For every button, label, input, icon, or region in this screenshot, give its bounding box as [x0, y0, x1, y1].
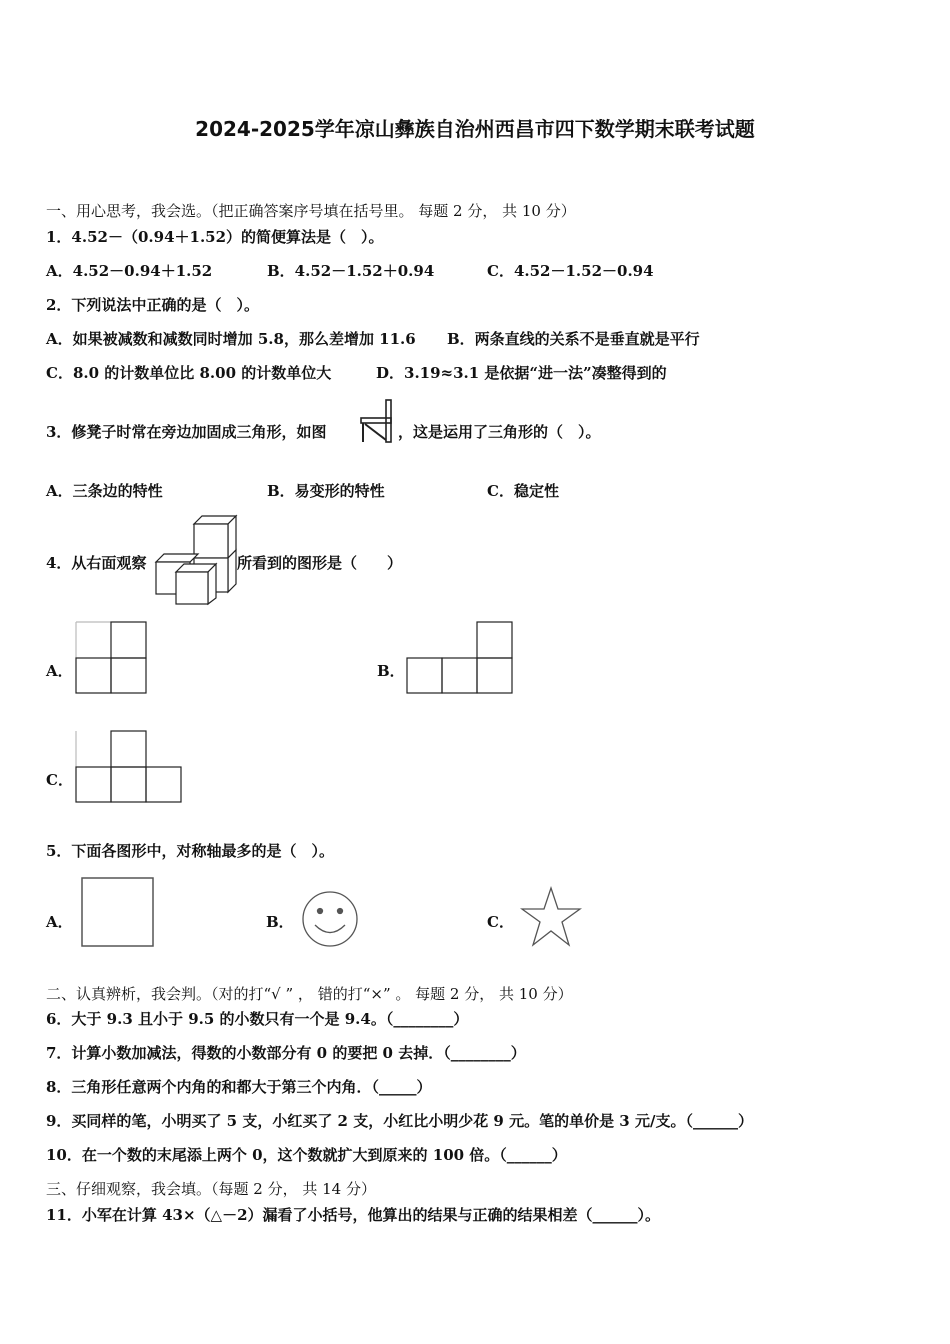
q5-option-b: B． [266, 913, 294, 931]
q2-option-b: B．两条直线的关系不是垂直就是平行 [447, 330, 700, 348]
q4-stem-pre: 4．从右面观察 [46, 554, 147, 572]
page-title: 2024-2025学年凉山彝族自治州西昌市四下数学期末联考试题 [195, 117, 755, 141]
q4-option-a: A． [46, 662, 73, 680]
section3-heading: 三、仔细观察，我会填。（每题 2 分， 共 14 分） [46, 1180, 376, 1198]
q3-option-b: B．易变形的特性 [267, 482, 385, 500]
q1-option-b: B．4.52－1.52＋0.94 [267, 262, 435, 280]
q2-option-a: A．如果被减数和减数同时增加 5.8，那么差增加 11.6 [46, 330, 416, 348]
q4-stem-post: 所看到的图形是（ ） [237, 554, 403, 572]
q4-figure-a [74, 621, 150, 695]
q3-option-c: C．稳定性 [487, 482, 559, 500]
stool-figure [358, 398, 396, 444]
star-shape-icon [520, 885, 582, 949]
q8-text: 8．三角形任意两个内角的和都大于第三个内角．（_____） [46, 1078, 432, 1096]
q3-stem-pre: 3．修凳子时常在旁边加固成三角形，如图 [46, 423, 327, 441]
q5-option-c: C． [487, 913, 514, 931]
q3-option-a: A．三条边的特性 [46, 482, 163, 500]
q4-option-c: C． [46, 771, 73, 789]
cube-stack-figure [154, 514, 238, 606]
q2-stem: 2．下列说法中正确的是（ ）。 [46, 296, 259, 314]
q2-option-d: D．3.19≈3.1 是依据“进一法”凑整得到的 [376, 364, 667, 382]
q10-text: 10．在一个数的末尾添上两个 0，这个数就扩大到原来的 100 倍。（______） [46, 1146, 567, 1164]
q5-option-a: A． [46, 913, 73, 931]
q7-text: 7．计算小数加减法，得数的小数部分有 0 的要把 0 去掉．（________） [46, 1044, 526, 1062]
section1-heading: 一、用心思考，我会选。（把正确答案序号填在括号里。 每题 2 分， 共 10 分） [46, 202, 576, 220]
q5-stem: 5．下面各图形中，对称轴最多的是（ ）。 [46, 842, 334, 860]
q1-option-c: C．4.52－1.52－0.94 [487, 262, 654, 280]
q1-option-a: A．4.52－0.94＋1.52 [46, 262, 213, 280]
q6-text: 6．大于 9.3 且小于 9.5 的小数只有一个是 9.4。（________） [46, 1010, 469, 1028]
q2-option-c: C．8.0 的计数单位比 8.00 的计数单位大 [46, 364, 332, 382]
square-shape-icon [80, 876, 156, 948]
smiley-face-icon [300, 888, 360, 950]
q4-figure-b [405, 621, 515, 695]
q3-stem-post: ，这是运用了三角形的（ ）。 [398, 423, 601, 441]
section2-heading: 二、认真辨析，我会判。（对的打“√ ” ， 错的打“×” 。 每题 2 分， 共 10 分） [46, 985, 573, 1003]
q9-text: 9．买同样的笔，小明买了 5 支，小红买了 2 支，小红比小明少花 9 元。笔的单价是 3 元/支。（______） [46, 1112, 753, 1130]
q4-figure-c [74, 730, 184, 804]
q11-text: 11．小军在计算 43×（△－2）漏看了小括号，他算出的结果与正确的结果相差（______）。 [46, 1206, 661, 1224]
q1-stem: 1．4.52－（0.94＋1.52）的简便算法是（ ）。 [46, 228, 384, 246]
q4-option-b: B． [377, 662, 405, 680]
